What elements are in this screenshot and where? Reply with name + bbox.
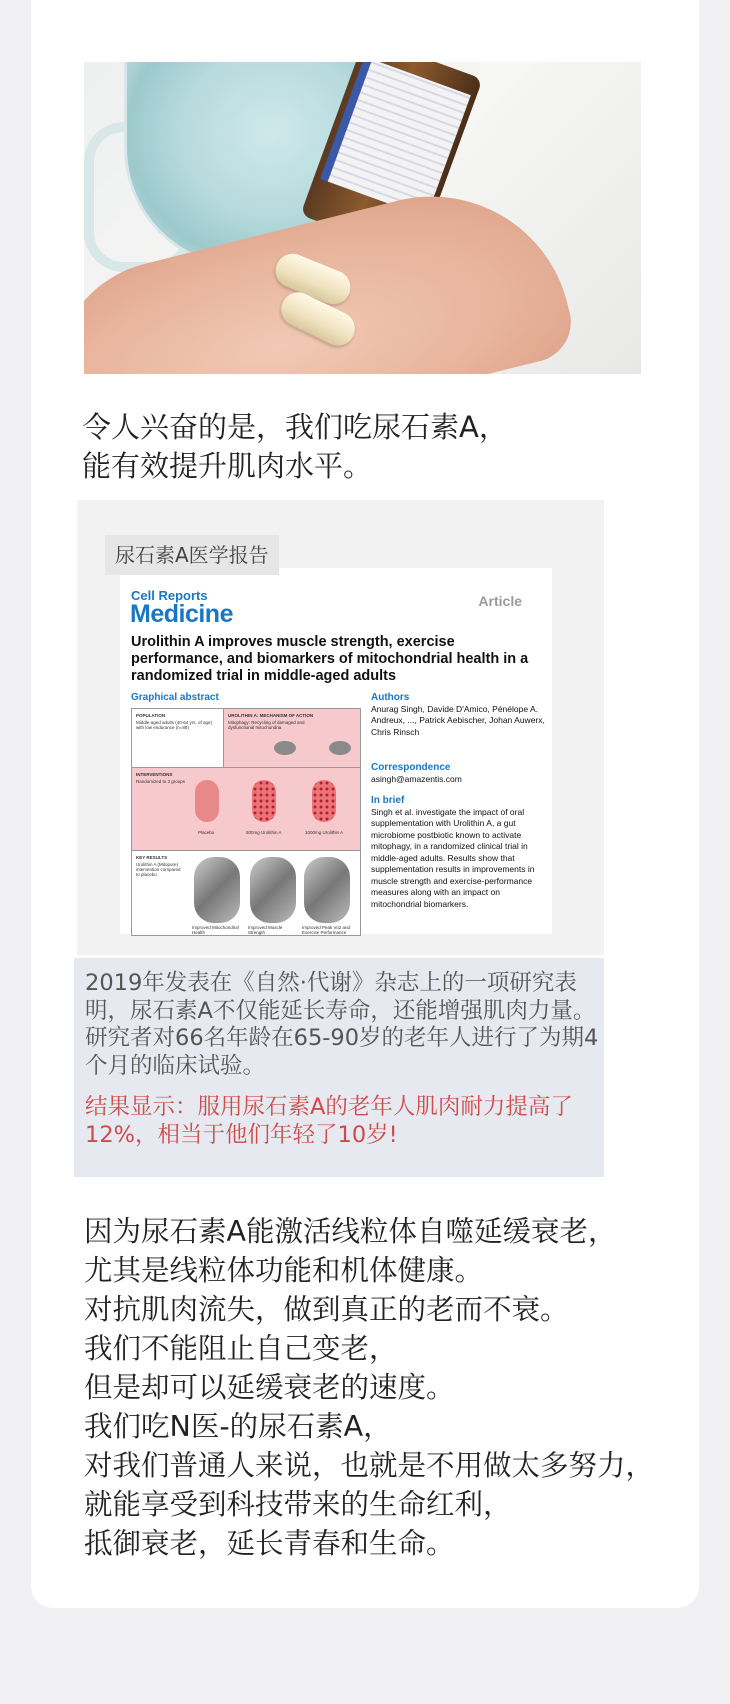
result-2: Improved Muscle Strength [248,925,283,935]
authors-block [371,692,546,738]
lead-line: 令人兴奋的是，我们吃尿石素A， [82,410,508,444]
graphical-abstract-heading: Graphical abstract [131,692,219,703]
summary-highlight: 结果显示：服用尿石素A的老年人肌肉耐力提高了12%，相当于他们年轻了10岁! [85,1094,573,1148]
body-line: 对抗肌肉流失，做到真正的老而不衰。 [84,1293,569,1326]
in-brief-block [371,795,546,910]
graphical-abstract [131,708,361,936]
placebo-pill-icon [195,780,219,822]
mechanism-panel [224,709,360,768]
dose1-label: 500mg Urolithin A [246,830,282,835]
placebo-label: Placebo [198,830,215,835]
article-label: Article [478,593,522,609]
body-paragraph [84,1212,684,1563]
correspondence-block [371,762,546,785]
lead-paragraph [82,408,622,486]
mitochondria-icon [329,741,351,755]
interventions-text: Randomized to 3 groups [136,779,186,784]
interventions-heading: INTERVENTIONS [136,772,173,777]
body-line: 但是却可以延缓衰老的速度。 [84,1371,455,1404]
in-brief-text: Singh et al. investigate the impact of oral supplementation with Urolithin A, a gut microbiome postbiotic known to activate mitophagy, in a randomized clinical trial in middle-aged adults. Results show that supplementation results in improvements in muscle strength and exercise-performance measures along with an impact on mitochondrial biomarkers. [371,806,535,909]
lead-line: 能有效提升肌肉水平。 [82,449,373,483]
body-line: 抵御衰老，延长青春和生命。 [84,1527,455,1560]
journal-name-small: Cell Reports [131,588,208,603]
paper-title: Urolithin A improves muscle strength, exercise performance, and biomarkers of mitochondrial health in a randomized trial in middle-aged adults [131,634,529,684]
summary-text: 2019年发表在《自然·代谢》杂志上的一项研究表明，尿石素A不仅能延长寿命，还能增强肌肉力量。研究者对66名年龄在65-90岁的老年人进行了为期4个月的临床试验。 [85,970,599,1079]
dose2-pill-icon [312,780,336,822]
result-1: Improved Mitochondrial Health [192,925,239,935]
report-tag: 尿石素A医学报告 [105,535,279,575]
body-line: 我们不能阻止自己变老， [84,1332,398,1365]
key-results-panel [132,851,360,935]
result-3: Improved Peak Vo2 and Exercise Performance [302,925,351,935]
in-brief-heading: In brief [371,795,405,806]
journal-name: Medicine [130,600,233,628]
paper-screenshot [120,568,552,934]
dose1-pill-icon [252,780,276,822]
interventions-panel [132,768,360,851]
mitochondria-image [194,857,240,923]
body-line: 我们吃N医-的尿石素A， [84,1410,392,1443]
population-panel [132,709,224,768]
mechanism-text: Mitophagy: Recycling of damaged and dysfunctional mitochondria [228,720,305,730]
body-line: 对我们普通人来说，也就是不用做太多努力， [84,1449,655,1482]
leg-muscle-image [250,857,296,923]
mitochondria-icon [274,741,296,755]
body-line: 因为尿石素A能激活线粒体自噬延缓衰老， [84,1215,617,1248]
population-text: Middle-aged adults (40-64 yrs. of age) with low endurance (n=88) [136,720,213,730]
correspondence-email: asingh@amazentis.com [371,773,462,784]
correspondence-heading: Correspondence [371,762,451,773]
body-line: 就能享受到科技带来的生命红利， [84,1488,512,1521]
population-heading: POPULATION [136,713,166,718]
authors-text: Anurag Singh, Davide D'Amico, Pénélope A. Andreux, ..., Patrick Aebischer, Johan Auwerx, Chris Rinsch [371,703,545,737]
key-results-heading: KEY RESULTS [136,855,168,860]
mechanism-heading: UROLITHIN A: MECHANISM OF ACTION [228,713,314,718]
authors-heading: Authors [371,692,410,703]
body-line: 尤其是线粒体功能和机体健康。 [84,1254,484,1287]
torso-muscle-image [304,857,350,923]
dose2-label: 1000mg Urolithin A [305,830,344,835]
key-results-text: Urolithin A (Mitopure) intervention compared to placebo [136,862,181,877]
supplement-photo [84,62,641,374]
